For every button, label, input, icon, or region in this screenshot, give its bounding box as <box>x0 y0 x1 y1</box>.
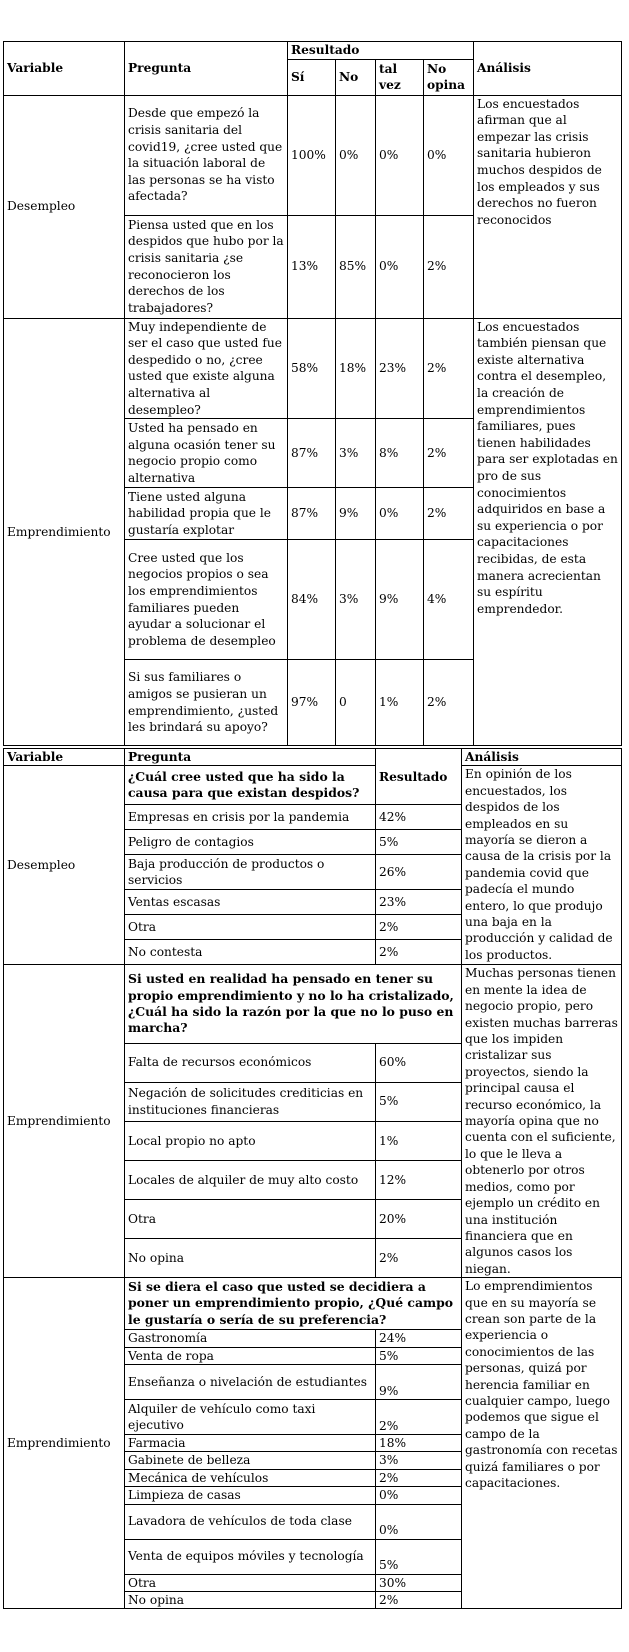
question-cell: Usted ha pensado en alguna ocasión tener su negocio propio como alternativa <box>125 419 288 488</box>
survey-results-table-options <box>3 748 622 1609</box>
option-value: 5% <box>376 1082 462 1121</box>
option-label: Falta de recursos económicos <box>125 1043 376 1082</box>
option-label: Venta de ropa <box>125 1347 376 1364</box>
option-label: Ventas escasas <box>125 890 376 915</box>
no-opina-value: 2% <box>424 215 474 318</box>
question-cell: Tiene usted alguna habilidad propia que le gustaría explotar <box>125 488 288 540</box>
header-resultado: Resultado <box>376 749 462 805</box>
option-label: Otra <box>125 1199 376 1238</box>
option-label: No opina <box>125 1238 376 1277</box>
no-value: 0% <box>336 95 376 215</box>
section-question: ¿Cuál cree usted que ha sido la causa para que existan despidos? <box>125 766 376 805</box>
option-value: 30% <box>376 1574 462 1591</box>
option-value: 0% <box>376 1504 462 1539</box>
si-value: 13% <box>288 215 336 318</box>
option-value: 9% <box>376 1364 462 1399</box>
no-value: 0 <box>336 660 376 746</box>
option-value: 20% <box>376 1199 462 1238</box>
si-value: 87% <box>288 488 336 540</box>
no-opina-value: 2% <box>424 419 474 488</box>
option-label: Empresas en crisis por la pandemia <box>125 805 376 830</box>
si-value: 87% <box>288 419 336 488</box>
option-label: No contesta <box>125 940 376 965</box>
option-value: 24% <box>376 1330 462 1347</box>
header-si: Sí <box>288 59 336 95</box>
tal-vez-value: 0% <box>376 488 424 540</box>
option-label: Negación de solicitudes crediticias en instituciones financieras <box>125 1082 376 1121</box>
tal-vez-value: 9% <box>376 540 424 660</box>
option-value: 5% <box>376 830 462 855</box>
question-cell: Desde que empezó la crisis sanitaria del covid19, ¿cree usted que la situación laboral de las personas se ha visto afectada? <box>125 95 288 215</box>
header-analisis: Análisis <box>462 749 622 766</box>
option-label: No opina <box>125 1591 376 1608</box>
header-analisis: Análisis <box>474 42 622 96</box>
analysis-cell: Los encuestados también piensan que existe alternativa contra el desempleo, la creación de emprendimientos familiares, pues tienen habilidades para ser explotadas en pro de sus conocimientos adquiridos en base a su experiencia o por capacitaciones recibidas, de esta manera acrecientan su espíritu emprendedor. <box>474 318 622 746</box>
no-opina-value: 2% <box>424 660 474 746</box>
no-value: 3% <box>336 419 376 488</box>
option-label: Local propio no apto <box>125 1121 376 1160</box>
option-value: 5% <box>376 1539 462 1574</box>
option-value: 1% <box>376 1121 462 1160</box>
variable-cell: Desempleo <box>4 766 125 965</box>
option-label: Alquiler de vehículo como taxi ejecutivo <box>125 1399 376 1434</box>
header-pregunta: Pregunta <box>125 42 288 96</box>
variable-cell: Desempleo <box>4 95 125 318</box>
analysis-cell: En opinión de los encuestados, los despidos de los empleados en su mayoría se dieron a causa de la crisis por la pandemia covid que padecía el mundo entero, lo que produjo una baja en la producción y calidad de los productos. <box>462 766 622 965</box>
option-value: 2% <box>376 915 462 940</box>
header-resultado: Resultado <box>288 42 474 60</box>
option-value: 12% <box>376 1160 462 1199</box>
analysis-cell: Muchas personas tienen en mente la idea de negocio propio, pero existen muchas barreras que los impiden cristalizar sus proyectos, siendo la principal causa el recurso económico, la mayoría opina que no cuenta con el suficiente, lo que le lleva a obtenerlo por otros medios, como por ejemplo un crédito en una institución financiera que en algunos casos los niegan. <box>462 965 622 1278</box>
option-label: Peligro de contagios <box>125 830 376 855</box>
option-value: 2% <box>376 1238 462 1277</box>
table-row <box>4 95 622 215</box>
variable-cell: Emprendimiento <box>4 965 125 1278</box>
tal-vez-value: 0% <box>376 215 424 318</box>
option-label: Lavadora de vehículos de toda clase <box>125 1504 376 1539</box>
question-cell: Si sus familiares o amigos se pusieran un emprendimiento, ¿usted les brindará su apoyo? <box>125 660 288 746</box>
option-label: Gabinete de belleza <box>125 1452 376 1469</box>
survey-results-table-yes-no <box>3 41 622 746</box>
option-label: Locales de alquiler de muy alto costo <box>125 1160 376 1199</box>
tal-vez-value: 0% <box>376 95 424 215</box>
option-label: Limpieza de casas <box>125 1487 376 1504</box>
option-label: Otra <box>125 1574 376 1591</box>
header-no-opina: No opina <box>424 59 474 95</box>
no-value: 85% <box>336 215 376 318</box>
option-value: 42% <box>376 805 462 830</box>
no-value: 9% <box>336 488 376 540</box>
header-variable: Variable <box>4 749 125 766</box>
option-label: Enseñanza o nivelación de estudiantes <box>125 1364 376 1399</box>
no-value: 18% <box>336 318 376 419</box>
variable-cell: Emprendimiento <box>4 318 125 746</box>
option-label: Venta de equipos móviles y tecnología <box>125 1539 376 1574</box>
section-question: Si se diera el caso que usted se decidiera a poner un emprendimiento propio, ¿Qué campo le gustaría o sería de su preferencia? <box>125 1278 462 1330</box>
table-row <box>4 318 622 419</box>
analysis-cell: Los encuestados afirman que al empezar las crisis sanitaria hubieron muchos despidos de los empleados y sus derechos no fueron reconocidos <box>474 95 622 318</box>
header-tal-vez: tal vez <box>376 59 424 95</box>
option-value: 60% <box>376 1043 462 1082</box>
no-opina-value: 0% <box>424 95 474 215</box>
section-question: Si usted en realidad ha pensado en tener su propio emprendimiento y no lo ha cristalizado, ¿Cuál ha sido la razón por la que no lo puso en marcha? <box>125 965 462 1043</box>
variable-cell: Emprendimiento <box>4 1278 125 1609</box>
option-value: 0% <box>376 1487 462 1504</box>
no-opina-value: 2% <box>424 488 474 540</box>
si-value: 100% <box>288 95 336 215</box>
option-value: 18% <box>376 1434 462 1451</box>
si-value: 84% <box>288 540 336 660</box>
no-value: 3% <box>336 540 376 660</box>
option-value: 5% <box>376 1347 462 1364</box>
tal-vez-value: 8% <box>376 419 424 488</box>
option-value: 2% <box>376 1469 462 1486</box>
option-value: 2% <box>376 1591 462 1608</box>
option-label: Mecánica de vehículos <box>125 1469 376 1486</box>
no-opina-value: 4% <box>424 540 474 660</box>
tal-vez-value: 1% <box>376 660 424 746</box>
header-no: No <box>336 59 376 95</box>
option-value: 26% <box>376 855 462 890</box>
option-label: Otra <box>125 915 376 940</box>
option-value: 3% <box>376 1452 462 1469</box>
header-pregunta: Pregunta <box>125 749 376 766</box>
question-cell: Muy independiente de ser el caso que usted fue despedido o no, ¿cree usted que existe alguna alternativa al desempleo? <box>125 318 288 419</box>
tal-vez-value: 23% <box>376 318 424 419</box>
option-label: Baja producción de productos o servicios <box>125 855 376 890</box>
si-value: 97% <box>288 660 336 746</box>
question-cell: Cree usted que los negocios propios o sea los emprendimientos familiares pueden ayudar a solucionar el problema de desempleo <box>125 540 288 660</box>
analysis-cell: Lo emprendimientos que en su mayoría se crean son parte de la experiencia o conocimientos de las personas, quizá por herencia familiar en cualquier campo, luego podemos que sigue el campo de la gastronomía con recetas quizá familiares o por capacitaciones. <box>462 1278 622 1609</box>
option-label: Gastronomía <box>125 1330 376 1347</box>
option-value: 23% <box>376 890 462 915</box>
option-value: 2% <box>376 1399 462 1434</box>
si-value: 58% <box>288 318 336 419</box>
question-cell: Piensa usted que en los despidos que hubo por la crisis sanitaria ¿se reconocieron los derechos de los trabajadores? <box>125 215 288 318</box>
no-opina-value: 2% <box>424 318 474 419</box>
header-variable: Variable <box>4 42 125 96</box>
option-value: 2% <box>376 940 462 965</box>
option-label: Farmacia <box>125 1434 376 1451</box>
